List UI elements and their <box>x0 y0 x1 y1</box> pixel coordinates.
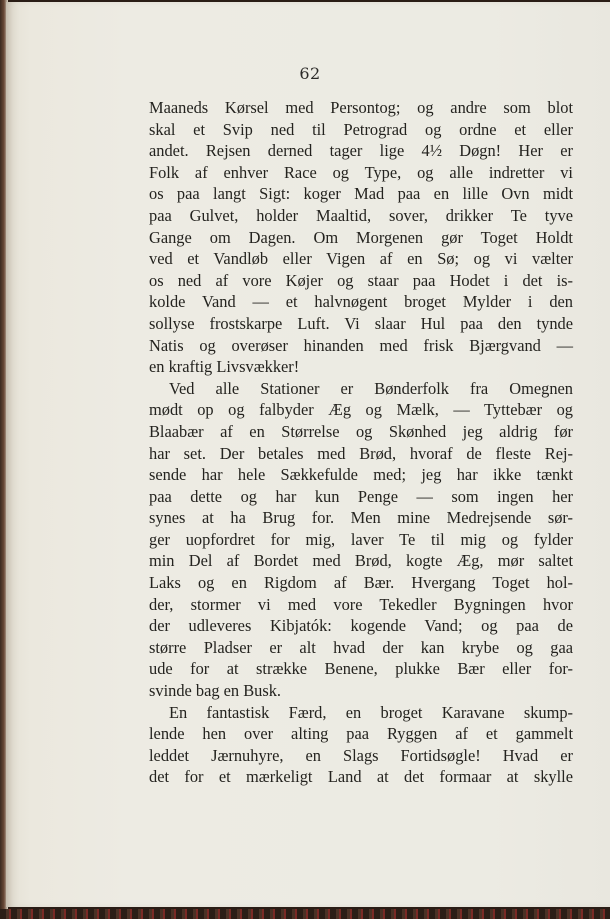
page-sheet <box>6 2 610 907</box>
text-line: skal et Svip ned til Petrograd og ordne et eller <box>149 119 573 139</box>
text-line: Natis og overøser hinanden med frisk Bjærgvand — <box>149 335 573 355</box>
text-line: sollyse frostskarpe Luft. Vi slaar Hul paa den tynde <box>149 313 573 333</box>
text-line: min Del af Bordet med Brød, kogte Æg, mør saltet <box>149 551 573 571</box>
text-line: der, stormer vi med vore Tekedler Bygningen hvor <box>149 594 573 614</box>
text-line: os paa langt Sigt: koger Mad paa en lille Ovn midt <box>149 184 573 204</box>
text-line: Folk af enhver Race og Type, og alle indretter vi <box>149 162 573 182</box>
text-line: mødt op og falbyder Æg og Mælk, — Tyttebær og <box>149 400 573 420</box>
book-bottom-edge <box>0 909 610 919</box>
text-line: andet. Rejsen derned tager lige 4½ Døgn! Her er <box>149 141 573 161</box>
text-line: kolde Vand — et halvnøgent broget Mylder i den <box>149 292 573 312</box>
text-line: sende har hele Sækkefulde med; jeg har ikke tænkt <box>149 465 573 485</box>
text-line: ved et Vandløb eller Vigen af en Sø; og vi vælter <box>149 249 573 269</box>
text-line: paa dette og har kun Penge — som ingen her <box>149 486 573 506</box>
text-line: Laks og en Rigdom af Bær. Hvergang Toget hol- <box>149 573 573 593</box>
text-line: større Pladser er alt hvad der kan krybe og gaa <box>149 637 573 657</box>
text-line: ude for at strække Benene, plukke Bær eller for- <box>149 659 573 679</box>
text-line: ger uopfordret for mig, laver Te til mig og fylder <box>149 529 573 549</box>
text-line: der udleveres Kibjatók: kogende Vand; og paa de <box>149 616 573 636</box>
text-line: En fantastisk Færd, en broget Karavane skump- <box>169 702 573 722</box>
page-number: 62 <box>299 64 321 83</box>
text-line: en kraftig Livsvækker! <box>149 357 300 377</box>
text-line: Gange om Dagen. Om Morgenen gør Toget Holdt <box>149 227 573 247</box>
text-line: lende hen over alting paa Ryggen af et gammelt <box>149 724 573 744</box>
text-line: svinde bag en Busk. <box>149 681 282 701</box>
text-line: Ved alle Stationer er Bønderfolk fra Omegnen <box>169 378 573 398</box>
text-line: Maaneds Kørsel med Persontog; og andre som blot <box>149 98 573 117</box>
text-line: paa Gulvet, holder Maaltid, sover, drikker Te tyve <box>149 205 573 225</box>
text-line: har set. Der betales med Brød, hvoraf de fleste Rej- <box>149 443 573 463</box>
text-line: det for et mærkeligt Land at det formaar at skylle <box>149 767 573 787</box>
text-line: synes at ha Brug for. Men mine Medrejsende sør- <box>149 508 573 528</box>
body-text <box>149 97 573 788</box>
text-line: leddet Jærnuhyre, en Slags Fortidsøgle! Hvad er <box>149 745 573 765</box>
text-line: Blaabær af en Størrelse og Skønhed jeg aldrig før <box>149 421 573 441</box>
text-line: os ned af vore Køjer og staar paa Hodet i det is- <box>149 270 573 290</box>
